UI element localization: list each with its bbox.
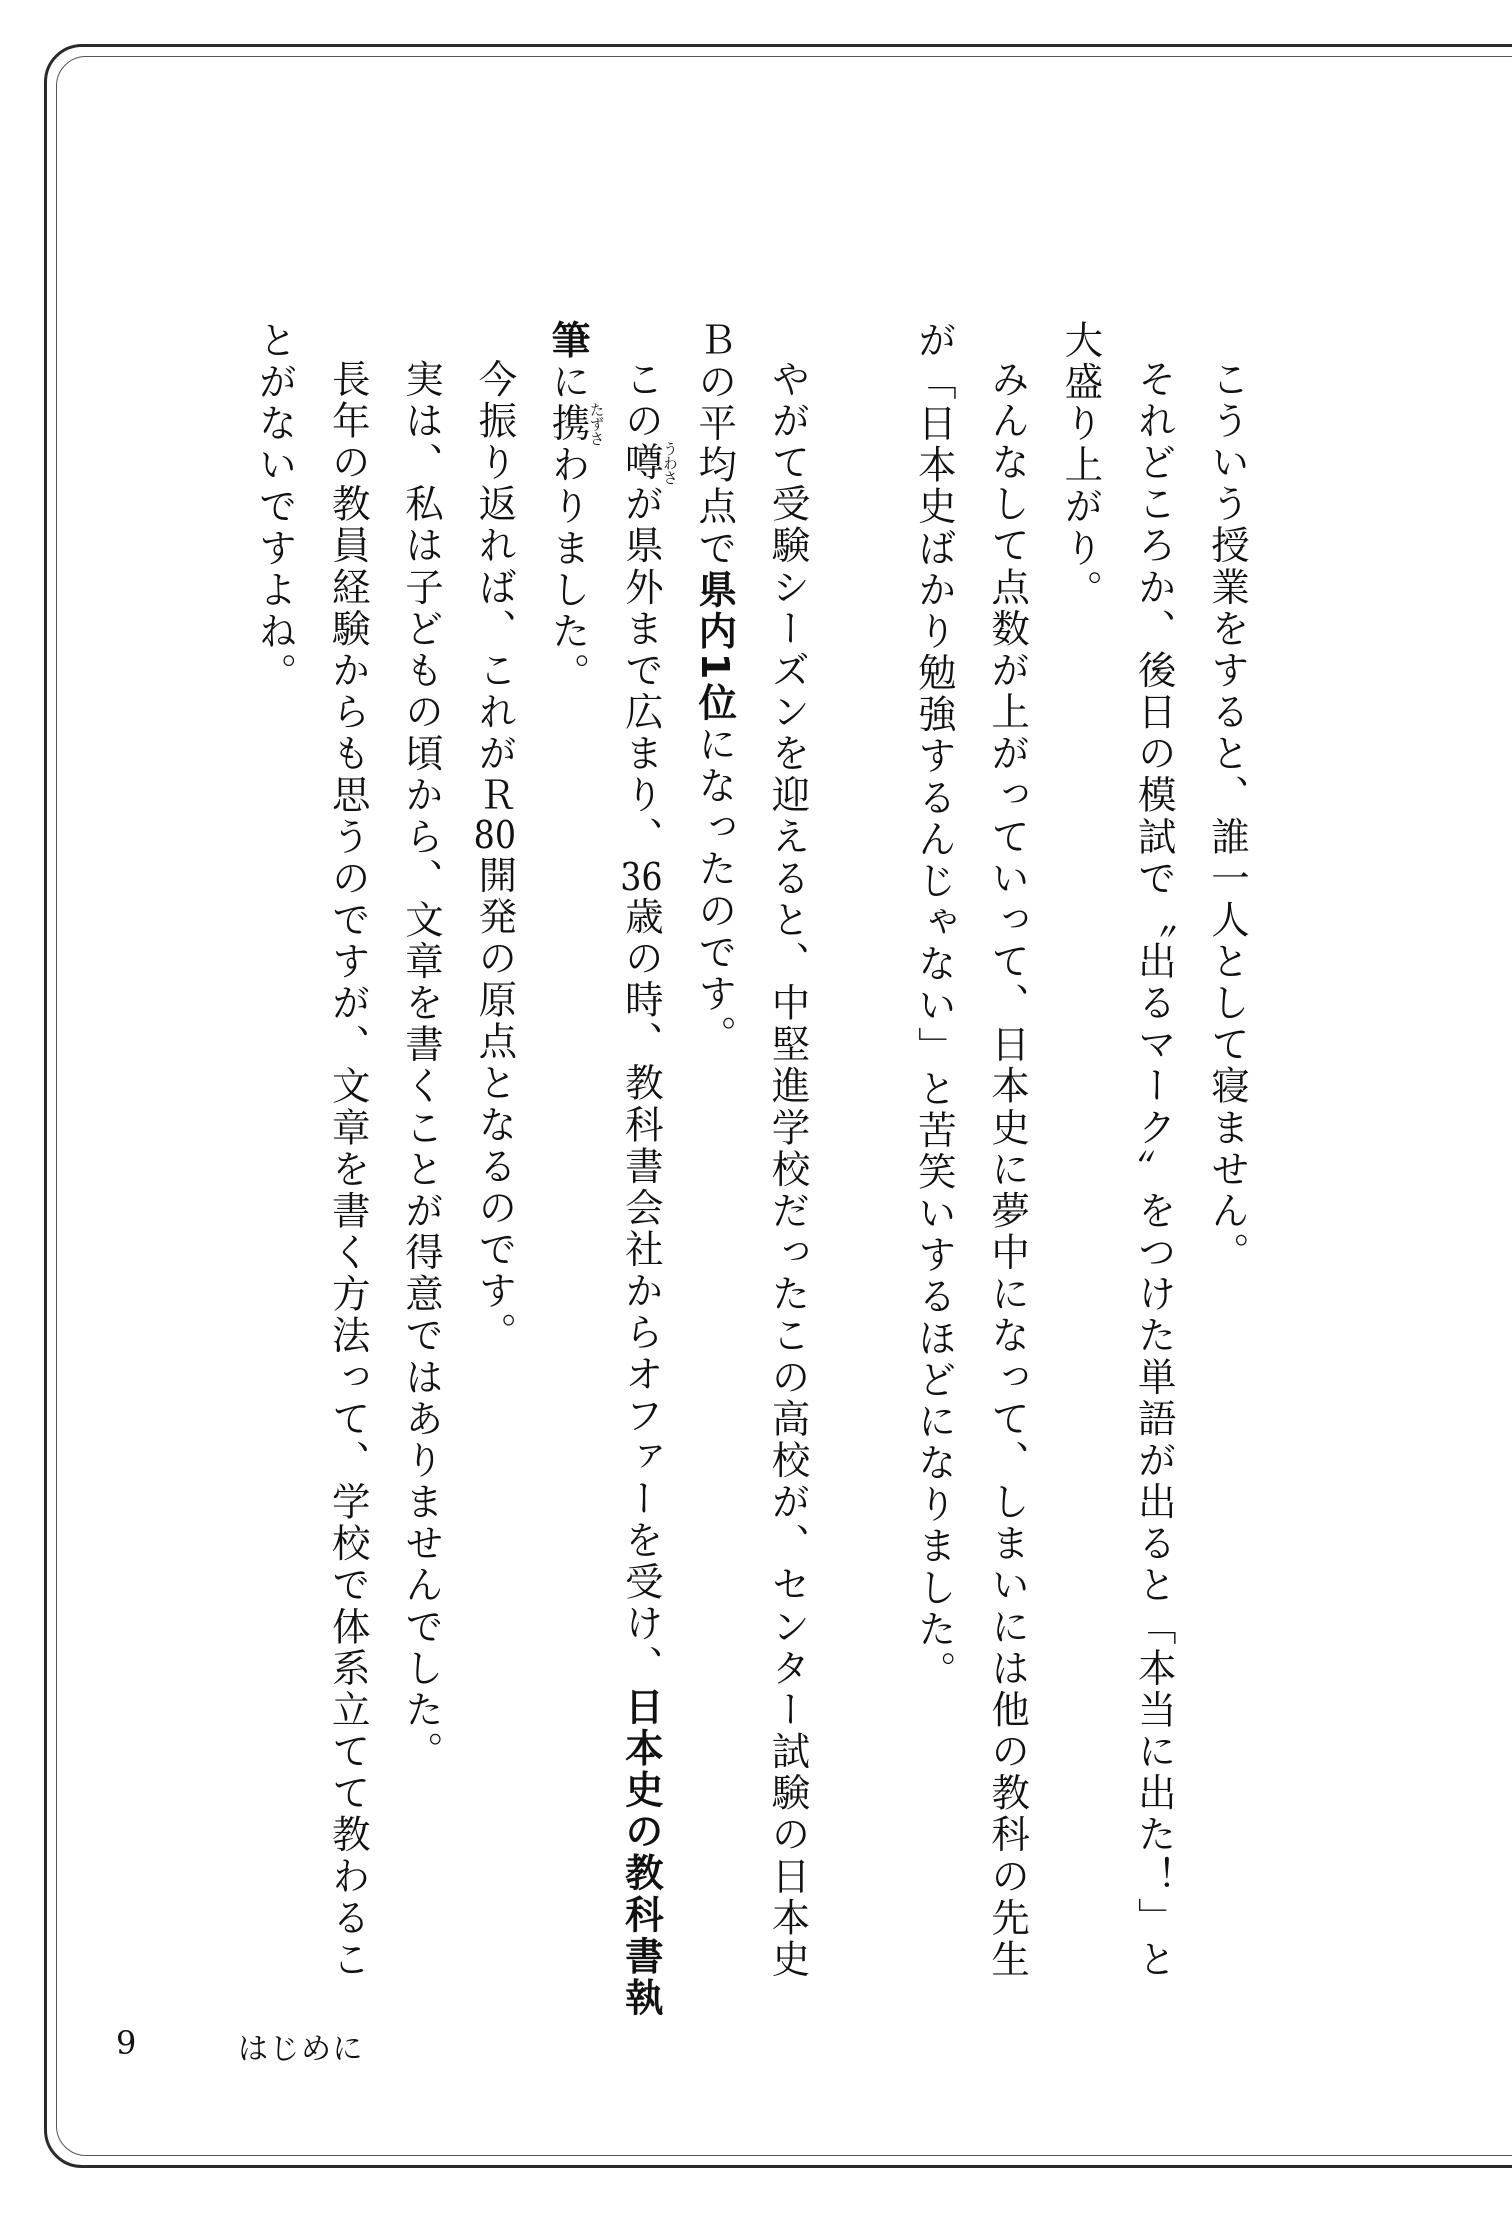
upright-number: 80 xyxy=(473,815,516,855)
emphasis-text: 日本史の教科書執筆 xyxy=(545,320,664,2019)
ruby-base: 噂 xyxy=(618,440,664,485)
ruby-reading: たずさ xyxy=(587,402,605,446)
body-text xyxy=(238,320,1264,2020)
text-run: になったのです。 xyxy=(692,724,738,1057)
paragraph xyxy=(238,320,385,2020)
ruby-word xyxy=(618,440,678,485)
text-run: 長年の教員経験からも思うのですが、文章を書く方法って、学校で体系立てて教わることがないですよね。 xyxy=(252,320,371,1981)
ruby-base: 携 xyxy=(545,402,591,446)
text-run: それどころか、後日の模試で〝出るマーク〟をつけた単語が出ると「本当に出た！」と大盛り上がり。 xyxy=(1058,320,1177,1981)
text-run: やがて受験シーズンを迎えると、中堅進学校だったこの高校が、センター試験の日本史Ｂの平均点で xyxy=(692,320,811,1981)
text-run: 歳の時、教科書会社からオファーを受け、 xyxy=(618,896,664,1687)
text-run: 実は、私は子どもの頃から、文章を書くことが得意ではありませんでした。 xyxy=(399,358,445,1773)
paragraph xyxy=(898,320,1045,2020)
paragraph xyxy=(1044,320,1191,2020)
text-run: が県外まで広まり、 xyxy=(618,483,664,858)
text-run: みんなして点数が上がっていって、日本史に夢中になって、しまいには他の教科の先生が「日本史ばかり勉強するんじゃない」と苦笑いするほどになりました。 xyxy=(911,320,1031,1981)
text-run: この xyxy=(618,358,664,442)
paragraph xyxy=(385,320,458,2020)
text-run: 今振り返れば、これがＲ xyxy=(472,358,518,816)
paragraph xyxy=(1191,320,1264,2020)
ruby-word xyxy=(545,402,605,446)
section-title: はじめに xyxy=(238,2032,364,2067)
text-run: わりました。 xyxy=(545,444,591,695)
page-number: 9 xyxy=(116,2024,137,2062)
text-run: こういう授業をすると、誰一人として寝ません。 xyxy=(1205,358,1250,1274)
paragraph-gap xyxy=(825,320,898,321)
paragraph xyxy=(458,320,531,2020)
text-run: 開発の原点となるのです。 xyxy=(472,854,518,1354)
emphasis-text: 県内1位 xyxy=(692,569,738,725)
ruby-reading: うわさ xyxy=(660,440,678,485)
text-run: に xyxy=(545,361,591,404)
paragraph xyxy=(531,320,678,2020)
paragraph xyxy=(678,320,825,2020)
upright-number: 36 xyxy=(620,857,663,896)
